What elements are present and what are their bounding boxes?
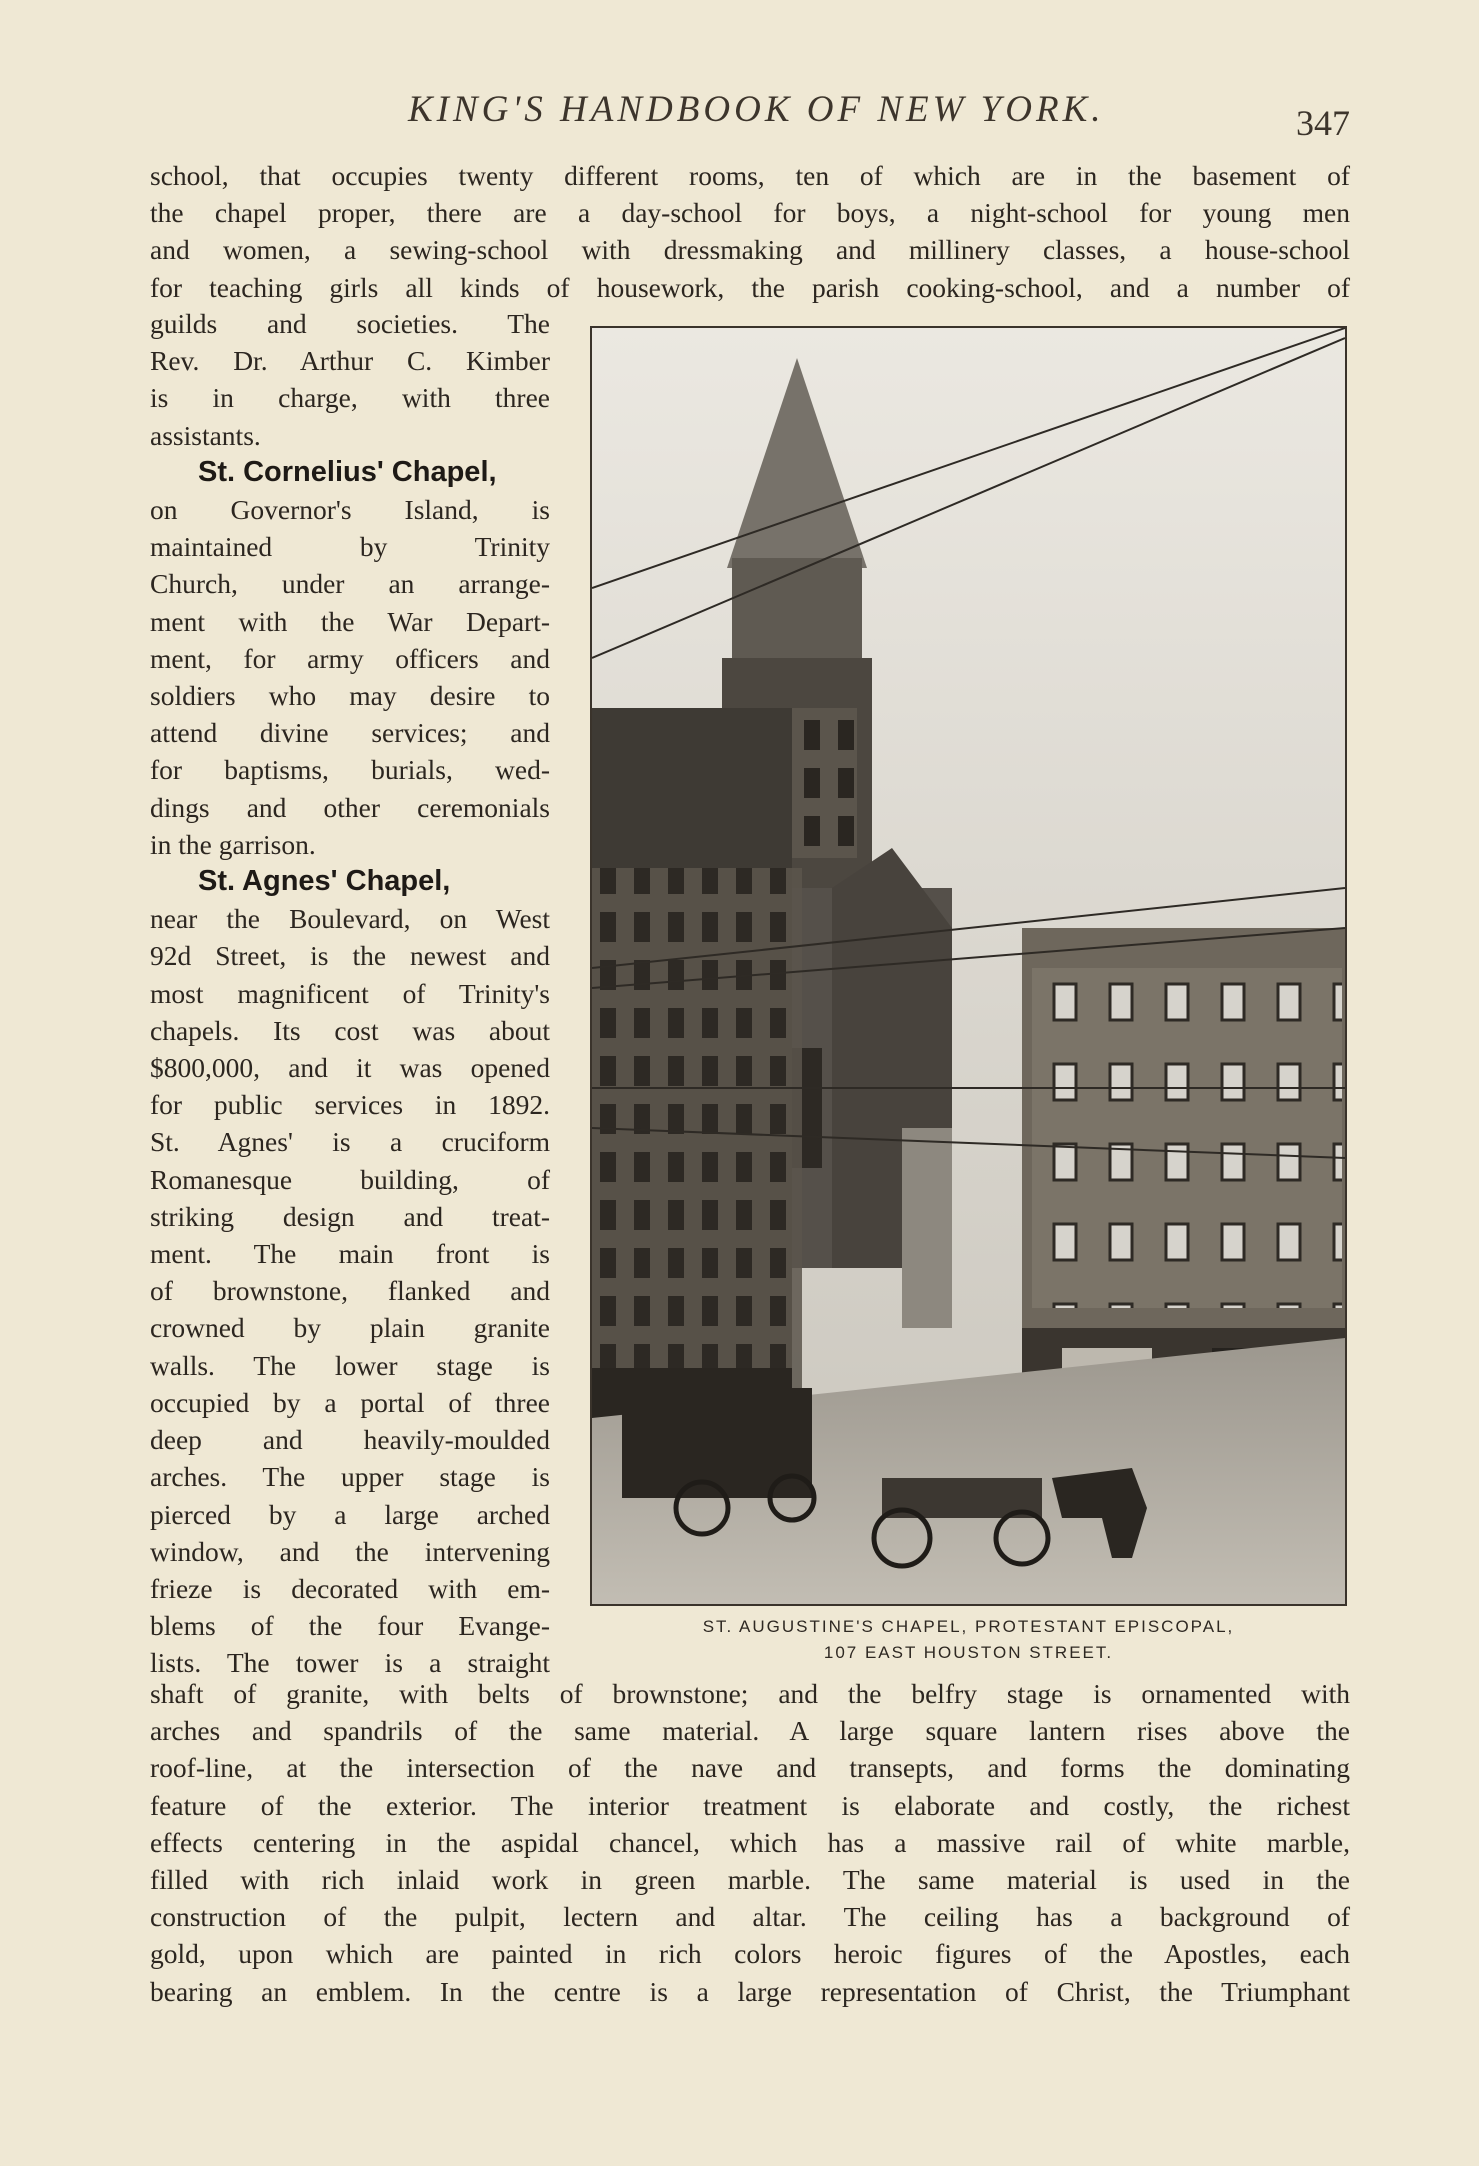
section-heading-st-cornelius: St. Cornelius' Chapel, xyxy=(198,455,497,488)
text-line: of brownstone, flanked and xyxy=(150,1275,550,1307)
text-line: construction of the pulpit, lectern and altar. The ceiling has a background of xyxy=(150,1901,1350,1933)
text-line: arches and spandrils of the same material. A large square lantern rises above the xyxy=(150,1715,1350,1747)
text-line: school, that occupies twenty different rooms, ten of which are in the basement of xyxy=(150,160,1350,191)
text-line: for public services in 1892. xyxy=(150,1089,550,1121)
section-heading-st-agnes: St. Agnes' Chapel, xyxy=(198,865,451,898)
page-number: 347 xyxy=(1296,103,1350,143)
text-line: soldiers who may desire to xyxy=(150,680,550,712)
text-line: and women, a sewing-school with dressmaking and millinery classes, a house-school xyxy=(150,234,1350,266)
text-line: deep and heavily-moulded xyxy=(150,1424,550,1456)
text-line: the chapel proper, there are a day-school for boys, a night-school for young men xyxy=(150,197,1350,229)
text-line: window, and the intervening xyxy=(150,1535,550,1567)
text-line: striking design and treat- xyxy=(150,1200,550,1232)
text-line: shaft of granite, with belts of brownstone; and the belfry stage is ornamented with xyxy=(150,1678,1350,1709)
caption-line-2: 107 EAST HOUSTON STREET. xyxy=(823,1643,1114,1662)
running-title: KING'S HANDBOOK OF NEW YORK. xyxy=(408,89,1105,130)
text-line: blems of the four Evange- xyxy=(150,1610,550,1642)
figure-caption xyxy=(590,1614,1347,1666)
text-line: pierced by a large arched xyxy=(150,1498,550,1530)
closing-paragraph xyxy=(150,1675,1350,2010)
text-line: in the garrison. xyxy=(150,828,316,860)
text-line: walls. The lower stage is xyxy=(150,1349,550,1381)
text-line: Church, under an arrange- xyxy=(150,568,550,600)
text-line: chapels. Its cost was about xyxy=(150,1014,550,1046)
text-line: guilds and societies. The xyxy=(150,308,550,339)
text-line: crowned by plain granite xyxy=(150,1312,550,1344)
text-line: Romanesque building, of xyxy=(150,1163,550,1195)
text-line: feature of the exterior. The interior treatment is elaborate and costly, the richest xyxy=(150,1789,1350,1821)
text-line: is in charge, with three xyxy=(150,382,550,414)
caption-line-1: ST. AUGUSTINE'S CHAPEL, PROTESTANT EPISCOPAL, xyxy=(702,1617,1235,1636)
text-line: ment, for army officers and xyxy=(150,642,550,674)
chapel-photograph xyxy=(590,326,1347,1606)
text-line: most magnificent of Trinity's xyxy=(150,977,550,1009)
text-line: lists. The tower is a straight xyxy=(150,1647,550,1679)
text-line: Rev. Dr. Arthur C. Kimber xyxy=(150,345,550,377)
text-line: St. Agnes' is a cruciform xyxy=(150,1126,550,1158)
text-line: dings and other ceremonials xyxy=(150,791,550,823)
text-line: for baptisms, burials, wed- xyxy=(150,754,550,786)
text-line: frieze is decorated with em- xyxy=(150,1572,550,1604)
text-line: attend divine services; and xyxy=(150,717,550,749)
text-line: occupied by a portal of three xyxy=(150,1386,550,1418)
text-line: effects centering in the aspidal chancel, which has a massive rail of white marble, xyxy=(150,1826,1350,1858)
intro-paragraph xyxy=(150,157,1350,306)
text-line: $800,000, and it was opened xyxy=(150,1052,550,1084)
text-line: maintained by Trinity xyxy=(150,531,550,563)
text-line: assistants. xyxy=(150,419,261,451)
text-line: ment with the War Depart- xyxy=(150,605,550,637)
text-line: near the Boulevard, on West xyxy=(150,903,550,935)
text-line: for teaching girls all kinds of housework, the parish cooking-school, and a number of xyxy=(150,271,1350,303)
text-line: on Governor's Island, is xyxy=(150,494,550,526)
text-line: 92d Street, is the newest and xyxy=(150,940,550,972)
text-line: roof-line, at the intersection of the nave and transepts, and forms the dominating xyxy=(150,1752,1350,1784)
text-line: ment. The main front is xyxy=(150,1238,550,1270)
text-line: filled with rich inlaid work in green marble. The same material is used in the xyxy=(150,1864,1350,1896)
text-line: arches. The upper stage is xyxy=(150,1461,550,1493)
left-column xyxy=(150,305,550,1682)
text-line: gold, upon which are painted in rich colors heroic figures of the Apostles, each xyxy=(150,1938,1350,1970)
text-line: bearing an emblem. In the centre is a large representation of Christ, the Triumphant xyxy=(150,1975,1350,2007)
page-header xyxy=(150,88,1350,144)
